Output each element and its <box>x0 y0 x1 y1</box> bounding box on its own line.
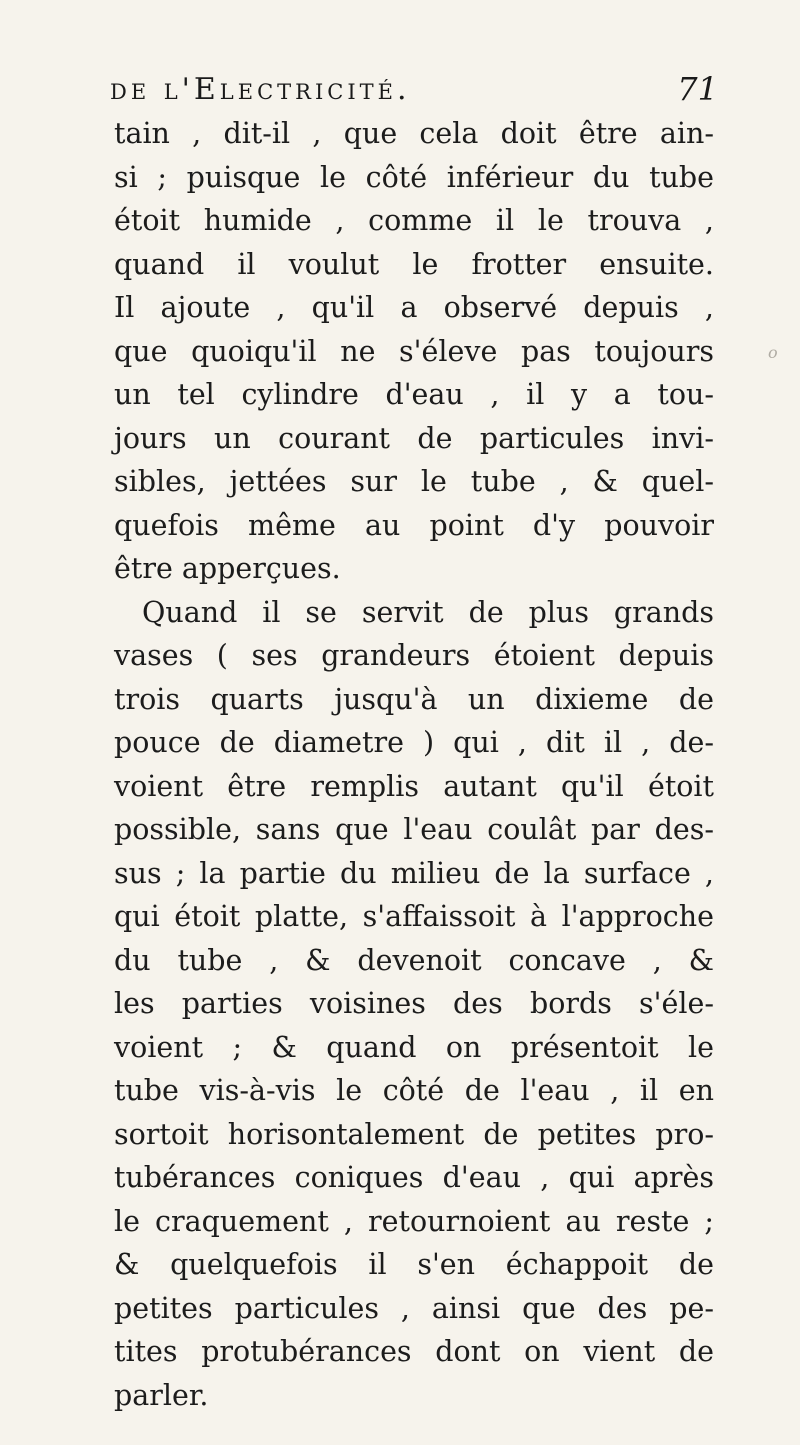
text-line: du tube , & devenoit concave , & <box>114 943 714 977</box>
running-header <box>110 70 718 112</box>
text-line: sortoit horisontalement de petites pro- <box>114 1117 714 1151</box>
paragraph-1 <box>114 112 714 591</box>
page-number: 71 <box>677 70 718 108</box>
running-title: de l'Electricité. <box>110 72 411 107</box>
text-line: un tel cylindre d'eau , il y a tou- <box>114 378 714 411</box>
text-line: parler. <box>114 1378 209 1412</box>
text-line: si ; puisque le côté inférieur du tube <box>114 160 714 194</box>
text-line: le craquement , retournoient au reste ; <box>114 1204 714 1238</box>
text-line: voient ; & quand on présentoit le <box>114 1030 714 1064</box>
text-line: Quand il se servit de plus grands <box>142 595 714 629</box>
text-line: quefois même au point d'y pouvoir <box>114 508 714 542</box>
text-line: voient être remplis autant qu'il étoit <box>114 769 714 803</box>
text-line: qui étoit platte, s'affaissoit à l'approche <box>114 900 714 933</box>
margin-mark: o <box>768 343 778 362</box>
text-line: & quelquefois il s'en échappoit de <box>114 1248 714 1281</box>
text-line: les parties voisines des bords s'éle- <box>114 987 714 1020</box>
text-line: tube vis-à-vis le côté de l'eau , il en <box>114 1074 714 1107</box>
text-line: jours un courant de particules invi- <box>114 421 714 455</box>
body-text <box>114 112 714 1417</box>
text-line: que quoiqu'il ne s'éleve pas toujours <box>114 334 714 368</box>
text-line: petites particules , ainsi que des pe- <box>114 1291 714 1325</box>
text-line: vases ( ses grandeurs étoient depuis <box>114 639 714 672</box>
paragraph-2 <box>114 591 714 1418</box>
text-line: sus ; la partie du milieu de la surface , <box>114 856 714 890</box>
text-line: tain , dit-il , que cela doit être ain- <box>114 117 714 150</box>
text-line: tites protubérances dont on vient de <box>114 1335 714 1368</box>
text-line: étoit humide , comme il le trouva , <box>114 204 714 237</box>
text-line: quand il voulut le frotter ensuite. <box>114 247 714 281</box>
text-line: être apperçues. <box>114 552 341 585</box>
text-line: trois quarts jusqu'à un dixieme de <box>114 682 714 716</box>
text-line: tubérances coniques d'eau , qui après <box>114 1161 714 1194</box>
text-line: possible, sans que l'eau coulât par des- <box>114 813 714 846</box>
text-line: Il ajoute , qu'il a observé depuis , <box>114 291 714 324</box>
text-line: pouce de diametre ) qui , dit il , de- <box>114 726 714 759</box>
text-line: sibles, jettées sur le tube , & quel- <box>114 465 714 498</box>
